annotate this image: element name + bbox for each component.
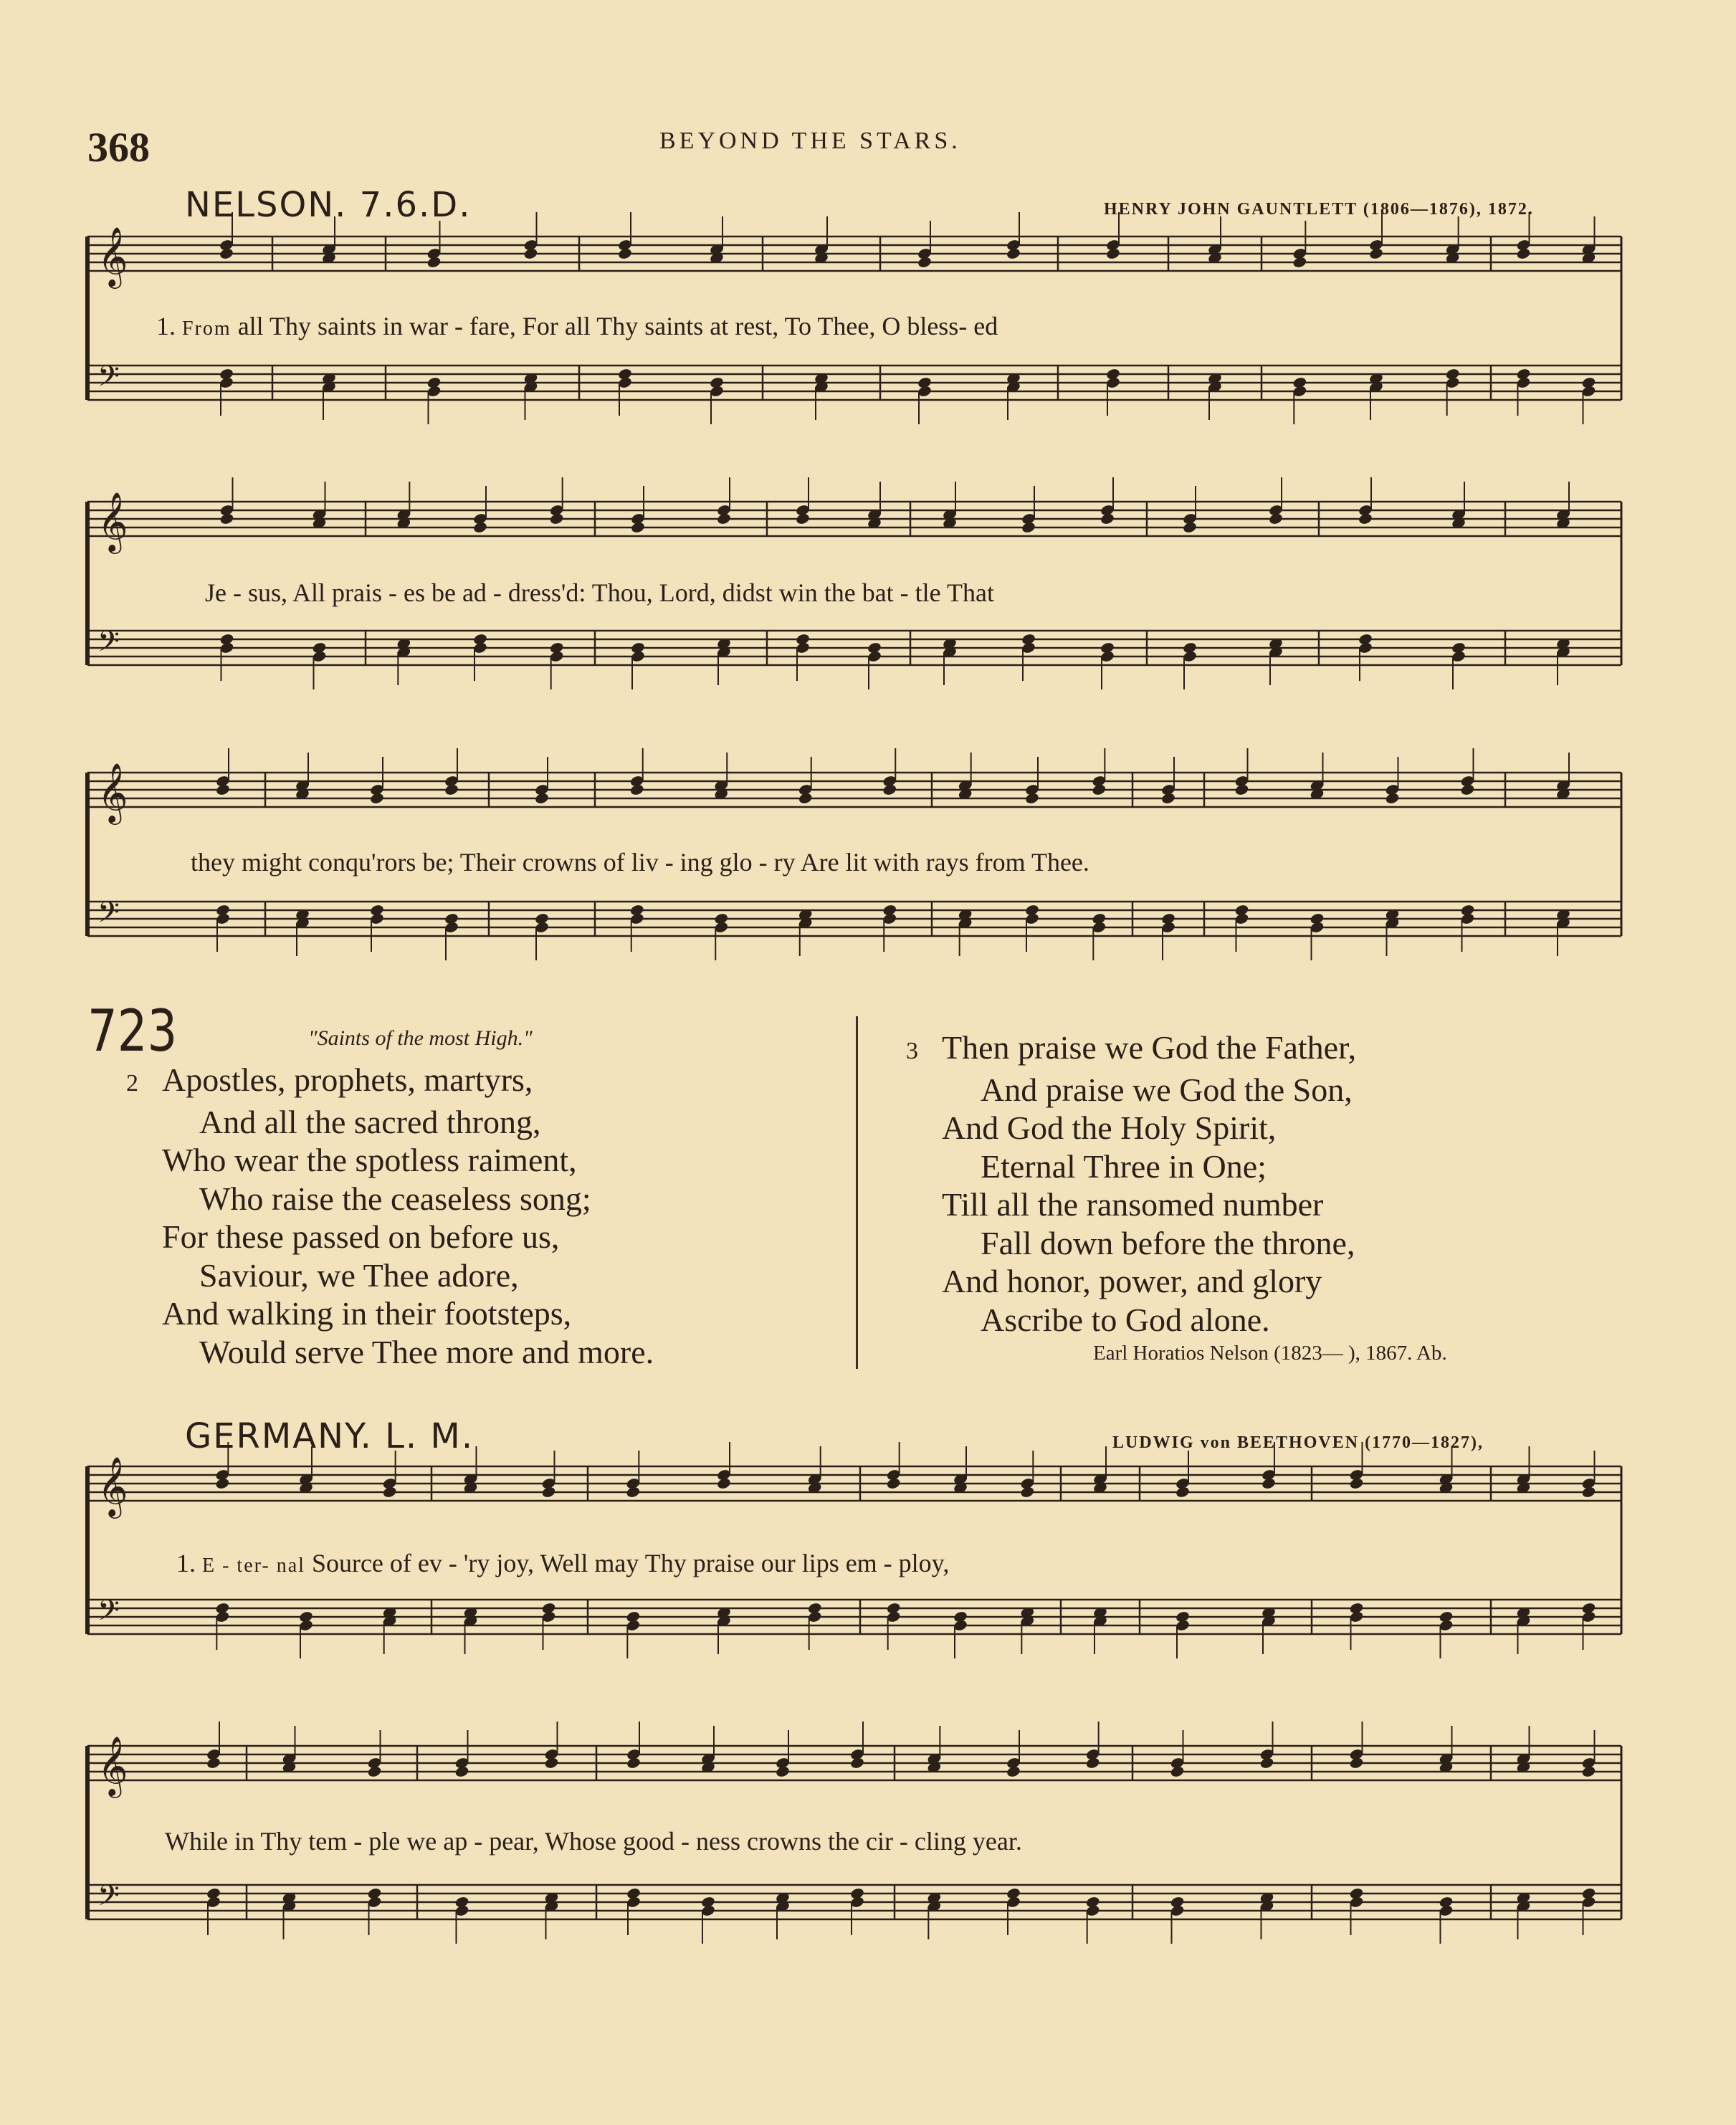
verse-3: 3 Then praise we God the Father, And praise we God the Son, And God the Holy Spirit, Eternal Three in One; Till all the ransomed number Fall down before the throne, And honor, power, and glory Ascribe to God alone. [906,1029,1357,1338]
svg-text:𝄢: 𝄢 [97,896,120,936]
lyric-line-2: Je - sus, All prais - es be ad - dress'd: Thou, Lord, didst win the bat - tle That [205,578,994,607]
lyric-line-5: While in Thy tem - ple we ap - pear, Whose good - ness crowns the cir - cling year. [165,1827,1022,1856]
lyric-line-1: 1. From all Thy saints in war - fare, For all Thy saints at rest, To Thee, O bless- ed [156,312,998,340]
verse-number: 3 [906,1038,918,1064]
hymn-number: 723 [87,998,178,1064]
svg-text:𝄢: 𝄢 [97,1879,120,1919]
tune-name-nelson: NELSON. 7.6.D. [185,185,472,225]
tune-name-germany: GERMANY. L. M. [185,1416,474,1456]
svg-text:𝄞: 𝄞 [97,1735,128,1795]
verse-number: 2 [126,1070,138,1097]
hymn-subtitle: "Saints of the most High." [308,1026,533,1050]
running-title: BEYOND THE STARS. [659,128,961,154]
composer-beethoven: LUDWIG von BEETHOVEN (1770—1827), [1112,1433,1484,1452]
svg-text:𝄢: 𝄢 [97,1594,120,1634]
lyric-line-3: they might conqu'rors be; Their crowns of liv - ing glo - ry Are lit with rays from Thee. [191,848,1089,877]
svg-text:𝄞: 𝄞 [97,226,128,286]
verse-2: 2 Apostles, prophets, martyrs, And all the sacred throng, Who wear the spotless raiment, Who raise the ceaseless song; For these passed on before us, Saviour, we Thee adore, And walking in their footsteps, Would serve Thee more and more. [126,1061,654,1370]
svg-text:𝄞: 𝄞 [97,762,128,822]
hymn-author: Earl Horatios Nelson (1823— ), 1867. Ab. [1093,1342,1447,1365]
svg-text:𝄞: 𝄞 [97,491,128,551]
svg-text:𝄢: 𝄢 [97,360,120,400]
composer-gauntlett: HENRY JOHN GAUNTLETT (1806—1876), 1872. [1104,200,1534,219]
lyric-line-4: 1. E - ter- nal Source of ev - 'ry joy, Well may Thy praise our lips em - ploy, [176,1549,950,1577]
column-divider [856,1016,858,1369]
page-number: 368 [87,124,150,171]
svg-text:𝄢: 𝄢 [97,625,120,665]
svg-text:𝄞: 𝄞 [97,1456,128,1516]
